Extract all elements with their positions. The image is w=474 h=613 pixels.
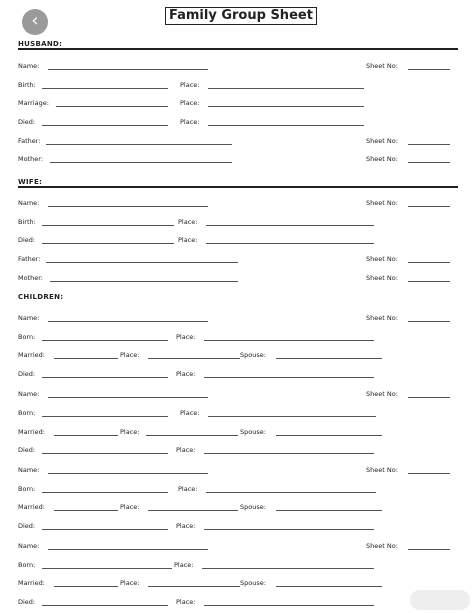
child-4-married-place-field[interactable] (148, 586, 240, 587)
child-1-died-place-field[interactable] (204, 377, 374, 378)
child-2-married-row: Married: Place: Spouse: (18, 428, 458, 440)
child-1-born-row: Born: Place: (18, 333, 458, 345)
wife-died-row: Died: Place: (18, 236, 458, 248)
husband-died-field[interactable] (42, 125, 168, 126)
child-2-born-place-field[interactable] (208, 416, 376, 417)
child-3-spouse-field[interactable] (276, 510, 382, 511)
child-4-born-field[interactable] (42, 568, 172, 569)
child-3-married-field[interactable] (54, 510, 118, 511)
child-2-spouse-field[interactable] (276, 435, 382, 436)
wife-mother-field[interactable] (50, 281, 238, 282)
husband-birth-row: Birth: Place: (18, 81, 458, 93)
husband-birth-place-field[interactable] (208, 88, 364, 89)
wife-name-field[interactable] (48, 206, 208, 207)
child-2-name-field[interactable] (48, 397, 208, 398)
husband-mother-row: Mother: Sheet No: (18, 155, 458, 167)
child-1-name-row: Name: Sheet No: (18, 314, 458, 326)
husband-father-field[interactable] (46, 144, 232, 145)
husband-marriage-place-field[interactable] (208, 106, 364, 107)
child-4-died-row: Died: Place: (18, 598, 458, 610)
wife-father-field[interactable] (46, 262, 238, 263)
husband-mother-sheet-no-field[interactable] (408, 162, 450, 163)
child-3-name-field[interactable] (48, 473, 208, 474)
child-3-died-row: Died: Place: (18, 522, 458, 534)
child-2-died-place-field[interactable] (204, 453, 374, 454)
child-2-married-field[interactable] (54, 435, 118, 436)
child-1-married-field[interactable] (54, 358, 118, 359)
husband-name-field[interactable] (48, 69, 208, 70)
section-husband: HUSBAND: (18, 40, 458, 48)
child-3-sheet-no-field[interactable] (408, 473, 450, 474)
chevron-left-icon: ‹ (31, 10, 39, 31)
child-1-born-place-field[interactable] (204, 340, 374, 341)
child-2-sheet-no-field[interactable] (408, 397, 450, 398)
wife-sheet-no-field[interactable] (408, 206, 450, 207)
husband-mother-field[interactable] (50, 162, 232, 163)
child-3-died-place-field[interactable] (204, 529, 374, 530)
husband-died-row: Died: Place: (18, 118, 458, 130)
child-4-died-field[interactable] (42, 605, 168, 606)
child-1-died-field[interactable] (42, 377, 168, 378)
child-1-died-row: Died: Place: (18, 370, 458, 382)
child-2-married-place-field[interactable] (146, 435, 238, 436)
husband-name-row: Name: Sheet No: (18, 62, 458, 74)
section-wife: WIFE: (18, 178, 458, 186)
child-3-married-row: Married: Place: Spouse: (18, 503, 458, 515)
child-3-name-row: Name: Sheet No: (18, 466, 458, 478)
child-3-married-place-field[interactable] (148, 510, 238, 511)
child-3-died-field[interactable] (42, 529, 168, 530)
child-4-married-field[interactable] (54, 586, 118, 587)
child-2-born-row: Born: Place: (18, 409, 458, 421)
wife-birth-place-field[interactable] (206, 225, 374, 226)
child-2-born-field[interactable] (42, 416, 168, 417)
wife-died-place-field[interactable] (206, 243, 374, 244)
child-3-born-field[interactable] (42, 492, 168, 493)
child-2-died-field[interactable] (42, 453, 168, 454)
husband-father-row: Father: Sheet No: (18, 137, 458, 149)
section-children: CHILDREN: (18, 293, 64, 301)
child-1-born-field[interactable] (42, 340, 168, 341)
child-4-spouse-field[interactable] (276, 586, 382, 587)
child-2-died-row: Died: Place: (18, 446, 458, 458)
wife-mother-sheet-no-field[interactable] (408, 281, 450, 282)
child-3-born-place-field[interactable] (206, 492, 376, 493)
page-corner-shadow (410, 590, 470, 610)
child-3-born-row: Born: Place: (18, 485, 458, 497)
husband-marriage-field[interactable] (56, 106, 168, 107)
wife-name-row: Name: Sheet No: (18, 199, 458, 211)
child-4-born-place-field[interactable] (202, 568, 374, 569)
husband-marriage-row: Marriage: Place: (18, 99, 458, 111)
child-4-sheet-no-field[interactable] (408, 549, 450, 550)
child-1-married-place-field[interactable] (148, 358, 240, 359)
child-4-born-row: Born: Place: (18, 561, 458, 573)
husband-sheet-no-field[interactable] (408, 69, 450, 70)
wife-birth-field[interactable] (42, 225, 174, 226)
husband-birth-field[interactable] (42, 88, 168, 89)
child-1-sheet-no-field[interactable] (408, 321, 450, 322)
child-4-name-row: Name: Sheet No: (18, 542, 458, 554)
page-title: Family Group Sheet (165, 7, 317, 25)
child-1-married-row: Married: Place: Spouse: (18, 351, 458, 363)
child-1-spouse-field[interactable] (276, 358, 382, 359)
child-1-name-field[interactable] (48, 321, 208, 322)
child-4-name-field[interactable] (48, 549, 208, 550)
child-4-died-place-field[interactable] (204, 605, 374, 606)
child-4-married-row: Married: Place: Spouse: (18, 579, 458, 591)
back-button[interactable] (22, 9, 48, 35)
husband-died-place-field[interactable] (208, 125, 364, 126)
husband-father-sheet-no-field[interactable] (408, 144, 450, 145)
wife-father-sheet-no-field[interactable] (408, 262, 450, 263)
child-2-name-row: Name: Sheet No: (18, 390, 458, 402)
wife-father-row: Father: Sheet No: (18, 255, 458, 267)
wife-birth-row: Birth: Place: (18, 218, 458, 230)
wife-mother-row: Mother: Sheet No: (18, 274, 458, 286)
wife-died-field[interactable] (42, 243, 174, 244)
